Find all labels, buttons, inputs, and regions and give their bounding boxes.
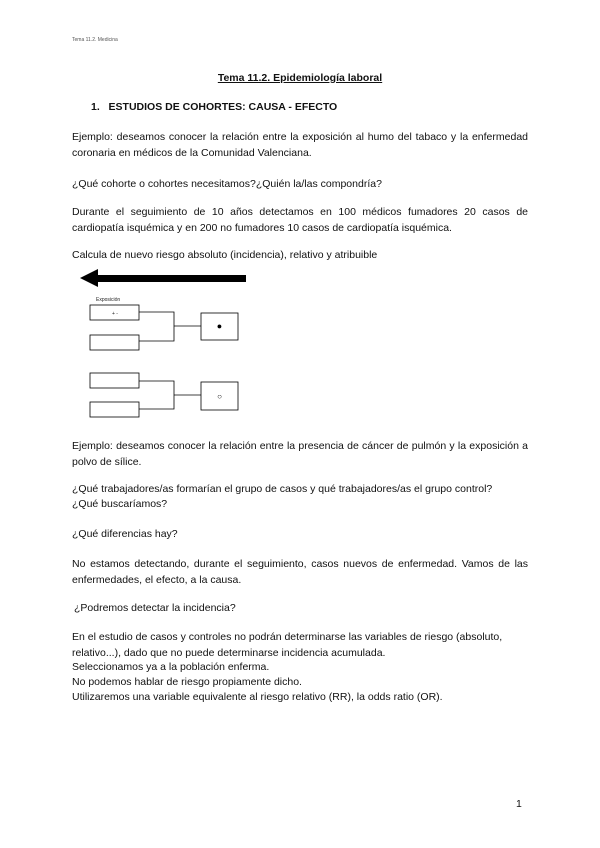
paragraph-cohort-question: ¿Qué cohorte o cohortes necesitamos?¿Quién la/las compondría? bbox=[72, 178, 382, 190]
paragraph-no-risk: No podemos hablar de riesgo propiamente dicho. bbox=[72, 676, 302, 688]
paragraph-calculate-risk: Calcula de nuevo riesgo absoluto (incidencia), relativo y atribuible bbox=[72, 249, 378, 261]
cohort-diagram bbox=[70, 266, 270, 426]
paragraph-differences: ¿Qué diferencias hay? bbox=[72, 528, 178, 540]
connector-top bbox=[139, 312, 174, 341]
paragraph-risk-variables: En el estudio de casos y controles no podrán determinarse las variables de riesgo (absoluto, relativo...), dado que no puede determinarse incidencia acumulada. bbox=[72, 631, 503, 659]
outcome-bottom-marker: ○ bbox=[217, 392, 222, 401]
paragraph-select-diseased: Seleccionamos ya a la población enferma. bbox=[72, 661, 270, 673]
page-header: Tema 11.2. Medicina bbox=[72, 37, 118, 43]
paragraph-odds-ratio: Utilizaremos una variable equivalente al riesgo relativo (RR), la odds ratio (OR). bbox=[72, 691, 443, 703]
outcome-top-marker: ● bbox=[216, 321, 223, 331]
exposure-signs: + - bbox=[112, 311, 118, 317]
exposure-box-top-2 bbox=[90, 335, 139, 350]
document-title: Tema 11.2. Epidemiología laboral bbox=[217, 72, 383, 84]
section-heading bbox=[91, 101, 337, 113]
section-number: 1. bbox=[91, 101, 100, 113]
page-number: 1 bbox=[516, 798, 522, 810]
paragraph-what-to-look-for: ¿Qué buscaríamos? bbox=[72, 498, 168, 510]
exposure-box-bottom-2 bbox=[90, 402, 139, 417]
connector-bottom bbox=[139, 381, 174, 409]
exposure-label: Exposición bbox=[96, 297, 121, 303]
exposure-box-bottom-1 bbox=[90, 373, 139, 388]
paragraph-example-tobacco: Ejemplo: deseamos conocer la relación entre la exposición al humo del tabaco y la enfermedad coronaria en médicos de la Comunidad Valenciana. bbox=[72, 131, 528, 159]
paragraph-example-silica: Ejemplo: deseamos conocer la relación entre la presencia de cáncer de pulmón y la exposición a polvo de sílice. bbox=[72, 440, 528, 468]
paragraph-effect-to-cause: No estamos detectando, durante el seguimiento, casos nuevos de enfermedad. Vamos de las enfermedades, el efecto, a la causa. bbox=[72, 558, 528, 586]
paragraph-cases-controls-question: ¿Qué trabajadores/as formarían el grupo de casos y qué trabajadores/as el grupo control? bbox=[72, 483, 493, 495]
paragraph-follow-up: Durante el seguimiento de 10 años detectamos en 100 médicos fumadores 20 casos de cardiopatía isquémica y en 200 no fumadores 10 casos de cardiopatía isquémica. bbox=[72, 206, 528, 234]
paragraph-incidence-question: ¿Podremos detectar la incidencia? bbox=[74, 602, 236, 614]
direction-arrow-icon bbox=[80, 269, 246, 287]
section-title: ESTUDIOS DE COHORTES: CAUSA - EFECTO bbox=[108, 101, 338, 113]
